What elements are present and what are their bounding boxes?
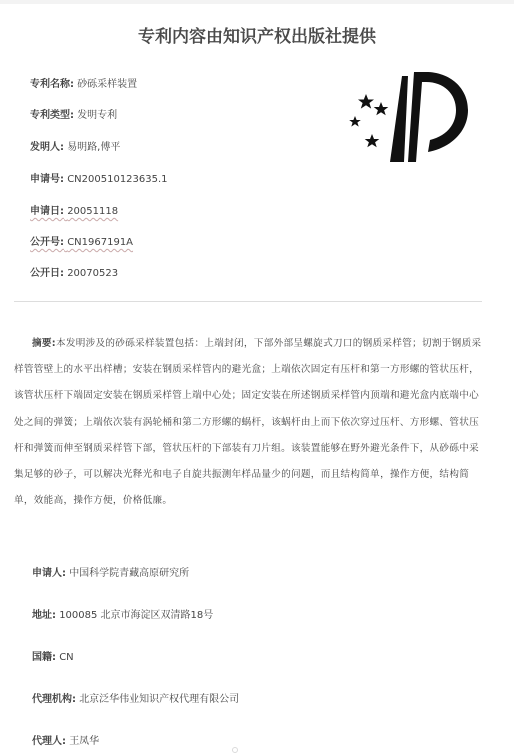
publication-number-label: 公开号: <box>30 237 64 248</box>
applicant-label: 申请人: <box>32 568 66 579</box>
application-number-label: 申请号: <box>30 174 64 185</box>
nationality-label: 国籍: <box>32 652 56 663</box>
patent-type-label: 专利类型: <box>30 110 74 121</box>
publisher-logo-icon <box>346 68 470 166</box>
publication-date-field <box>30 267 118 281</box>
publication-date-label: 公开日: <box>30 268 64 279</box>
address-field <box>32 609 213 623</box>
address-value: 100085 北京市海淀区双清路18号 <box>59 610 214 621</box>
logo-stroke-left <box>390 76 408 162</box>
patent-name-field <box>30 78 137 92</box>
applicant-value: 中国科学院青藏高原研究所 <box>69 568 190 579</box>
logo-stroke-right <box>408 72 468 162</box>
publication-number-value: CN1967191A <box>67 237 134 248</box>
nationality-field <box>32 651 74 665</box>
application-number-value: CN200510123635.1 <box>67 174 168 185</box>
logo-star-1 <box>358 94 374 109</box>
application-number-field <box>30 173 168 187</box>
logo-star-2 <box>374 102 389 115</box>
agency-value: 北京泛华伟业知识产权代理有限公司 <box>79 694 240 705</box>
applicant-field <box>32 567 189 581</box>
address-label: 地址: <box>32 610 56 621</box>
patent-name-value: 砂砾采样装置 <box>77 79 138 90</box>
logo-star-3 <box>349 116 361 127</box>
publication-date-value: 20070523 <box>67 268 119 279</box>
inventor-field <box>30 141 120 155</box>
abstract-label: 摘要: <box>32 338 56 349</box>
publication-number-field <box>30 236 133 250</box>
patent-type-field <box>30 109 117 123</box>
section-divider <box>14 301 482 302</box>
agency-field <box>32 693 239 707</box>
abstract-block <box>14 331 482 514</box>
inventor-label: 发明人: <box>30 142 64 153</box>
abstract-text: 本发明涉及的砂砾采样装置包括：上端封闭，下部外部呈螺旋式刀口的钢质采样管；切割于钢质采样管管壁上的水平出样槽；安装在钢质采样管内的避光盒；上端依次固定有压杆和第一方形螺的管状压杆，该管状压杆下端固定安装在钢质采样管上端中心处；固定安装在所述钢质采样管内顶端和避光盒内底端中心处之间的弹簧；上端依次装有涡轮桶和第二方形螺的蜗杆，该蜗杆由上而下依次穿过压杆、方形螺、管状压杆和弹簧而伸至钢质采样管下部，管状压杆的下部装有刀片组。该装置能够在野外避光条件下，从砂砾中采集足够的砂子，可以解决光释光和电子自旋共振测年样品量少的问题，而且结构简单，操作方便，结构简单，效能高，操作方便，价格低廉。 <box>14 338 482 507</box>
page-title: 专利内容由知识产权出版社提供 <box>138 27 376 47</box>
agent-value: 王凤华 <box>69 736 100 747</box>
patent-type-value: 发明专利 <box>77 110 118 121</box>
nationality-value: CN <box>59 652 74 663</box>
top-edge <box>0 0 514 4</box>
inventor-value: 易明路,傅平 <box>67 142 121 153</box>
application-date-label: 申请日: <box>30 206 64 217</box>
patent-name-label: 专利名称: <box>30 79 74 90</box>
application-date-field <box>30 205 118 219</box>
agent-field <box>32 735 99 749</box>
agency-label: 代理机构: <box>32 694 76 705</box>
agent-label: 代理人: <box>32 736 66 747</box>
logo-star-4 <box>365 134 380 147</box>
scroll-indicator <box>232 747 238 753</box>
application-date-value: 20051118 <box>67 206 119 217</box>
